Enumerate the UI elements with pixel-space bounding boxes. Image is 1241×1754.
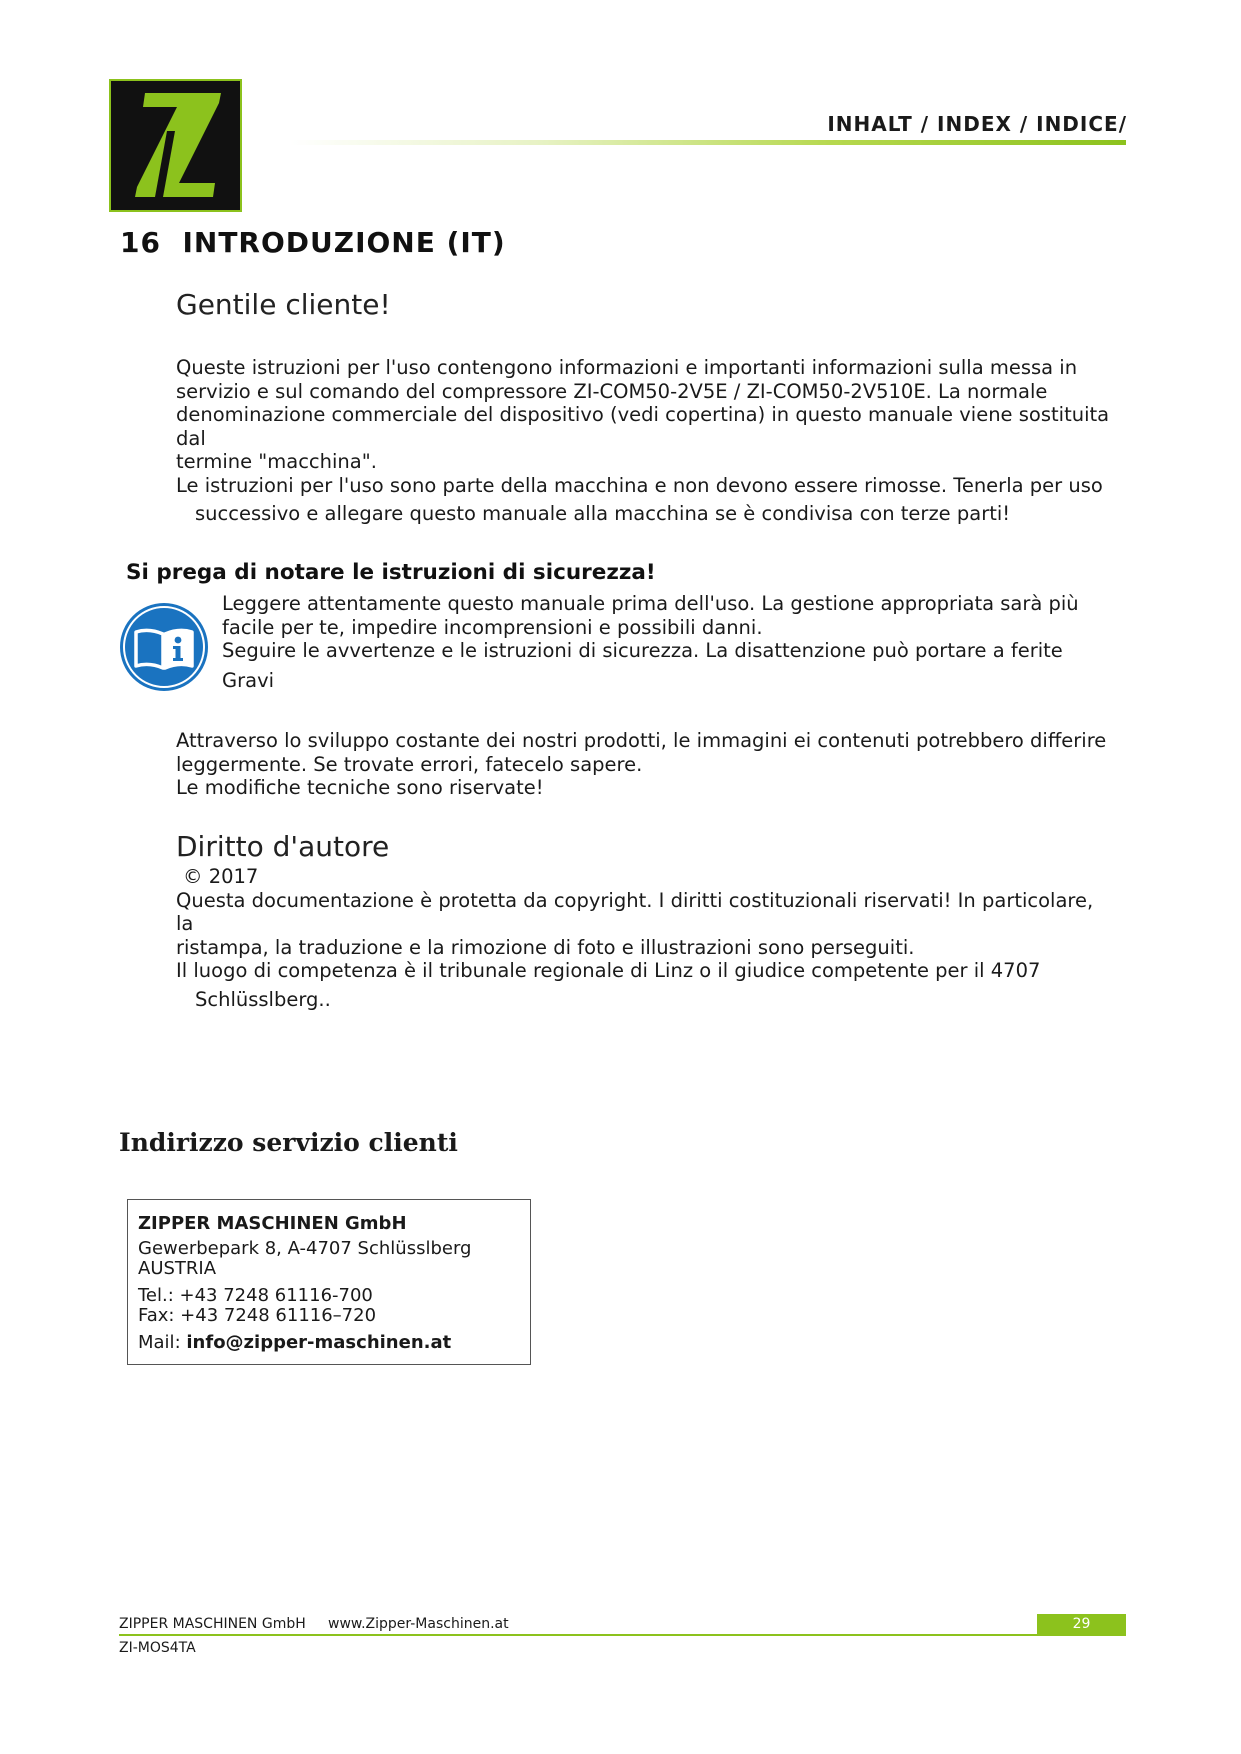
safety-paragraph [222,592,1079,692]
copyright-line: Il luogo di competenza è il tribunale regionale di Linz o il giudice competente per il 4707 [176,959,1041,982]
intro-line: termine "macchina". [176,450,377,473]
service-heading: Indirizzo servizio clienti [119,1128,458,1157]
safety-line: Seguire le avvertenze e le istruzioni di sicurezza. La disattenzione può portare a ferite [222,639,1063,662]
zipper-z-logo-icon [109,79,242,212]
development-line: Le modifiche tecniche sono riservate! [176,776,544,799]
footer-divider [119,1634,1126,1636]
intro-line: dal [176,426,206,450]
header-divider [290,140,1126,145]
header-title: INHALT / INDEX / INDICE/ [827,112,1127,136]
address-mail-link[interactable]: info@zipper-maschinen.at [186,1332,452,1353]
address-street: Gewerbepark 8, A-4707 Schlüsslberg [138,1238,472,1259]
address-company: ZIPPER MASCHINEN GmbH [138,1213,407,1234]
footer-model: ZI-MOS4TA [119,1640,196,1656]
address-mail-label: Mail: [138,1332,181,1353]
development-line: Attraverso lo sviluppo costante dei nostri prodotti, le immagini ei contenuti potrebbero differire [176,729,1107,752]
copyright-heading: Diritto d'autore [176,830,390,863]
section-heading: INTRODUZIONE (IT) [182,226,506,259]
intro-paragraph [176,356,1109,526]
safety-line: facile per te, impedire incomprensioni e possibili danni. [222,615,763,639]
development-paragraph [176,729,1106,800]
intro-line: Le istruzioni per l'uso sono parte della macchina e non devono essere rimosse. Tenerla per uso [176,473,1103,497]
copyright-line: ristampa, la traduzione e la rimozione di foto e illustrazioni sono perseguiti. [176,935,915,959]
page-number: 29 [1037,1614,1126,1635]
safety-heading: Si prega di notare le istruzioni di sicurezza! [126,560,656,585]
greeting-heading: Gentile cliente! [176,288,391,321]
safety-line: Gravi [222,668,275,692]
address-tel: Tel.: +43 7248 61116-700 [138,1285,373,1306]
zipper-logo [109,79,242,212]
development-line: leggermente. Se trovate errori, fatecelo sapere. [176,752,643,776]
footer-company: ZIPPER MASCHINEN GmbH [119,1616,306,1632]
copyright-line: Schlüsslberg.. [195,987,331,1011]
intro-line: denominazione commerciale del dispositivo (vedi copertina) in questo manuale viene sostituita [176,403,1110,426]
address-box [127,1199,531,1365]
safety-line: Leggere attentamente questo manuale prima dell'uso. La gestione appropriata sarà più [222,592,1079,615]
intro-line: servizio e sul comando del compressore ZI-COM50-2V5E / ZI-COM50-2V510E. La normale [176,379,1048,403]
address-country: AUSTRIA [138,1258,217,1279]
address-mail-row [138,1333,530,1353]
read-manual-icon [119,602,209,692]
copyright-line: la [176,912,194,935]
section-title [120,226,506,259]
section-number: 16 [120,226,161,259]
intro-line: successivo e allegare questo manuale alla macchina se è condivisa con terze parti! [195,502,1011,525]
intro-line: Queste istruzioni per l'uso contengono informazioni e importanti informazioni sulla messa in [176,356,1078,379]
copyright-line: Questa documentazione è protetta da copyright. I diritti costituzionali riservati! In particolare, [176,888,1094,912]
copyright-paragraph [176,865,1093,1011]
footer-url[interactable]: www.Zipper-Maschinen.at [328,1616,509,1632]
copyright-year: © 2017 [183,865,259,888]
address-fax: Fax: +43 7248 61116–720 [138,1305,377,1326]
